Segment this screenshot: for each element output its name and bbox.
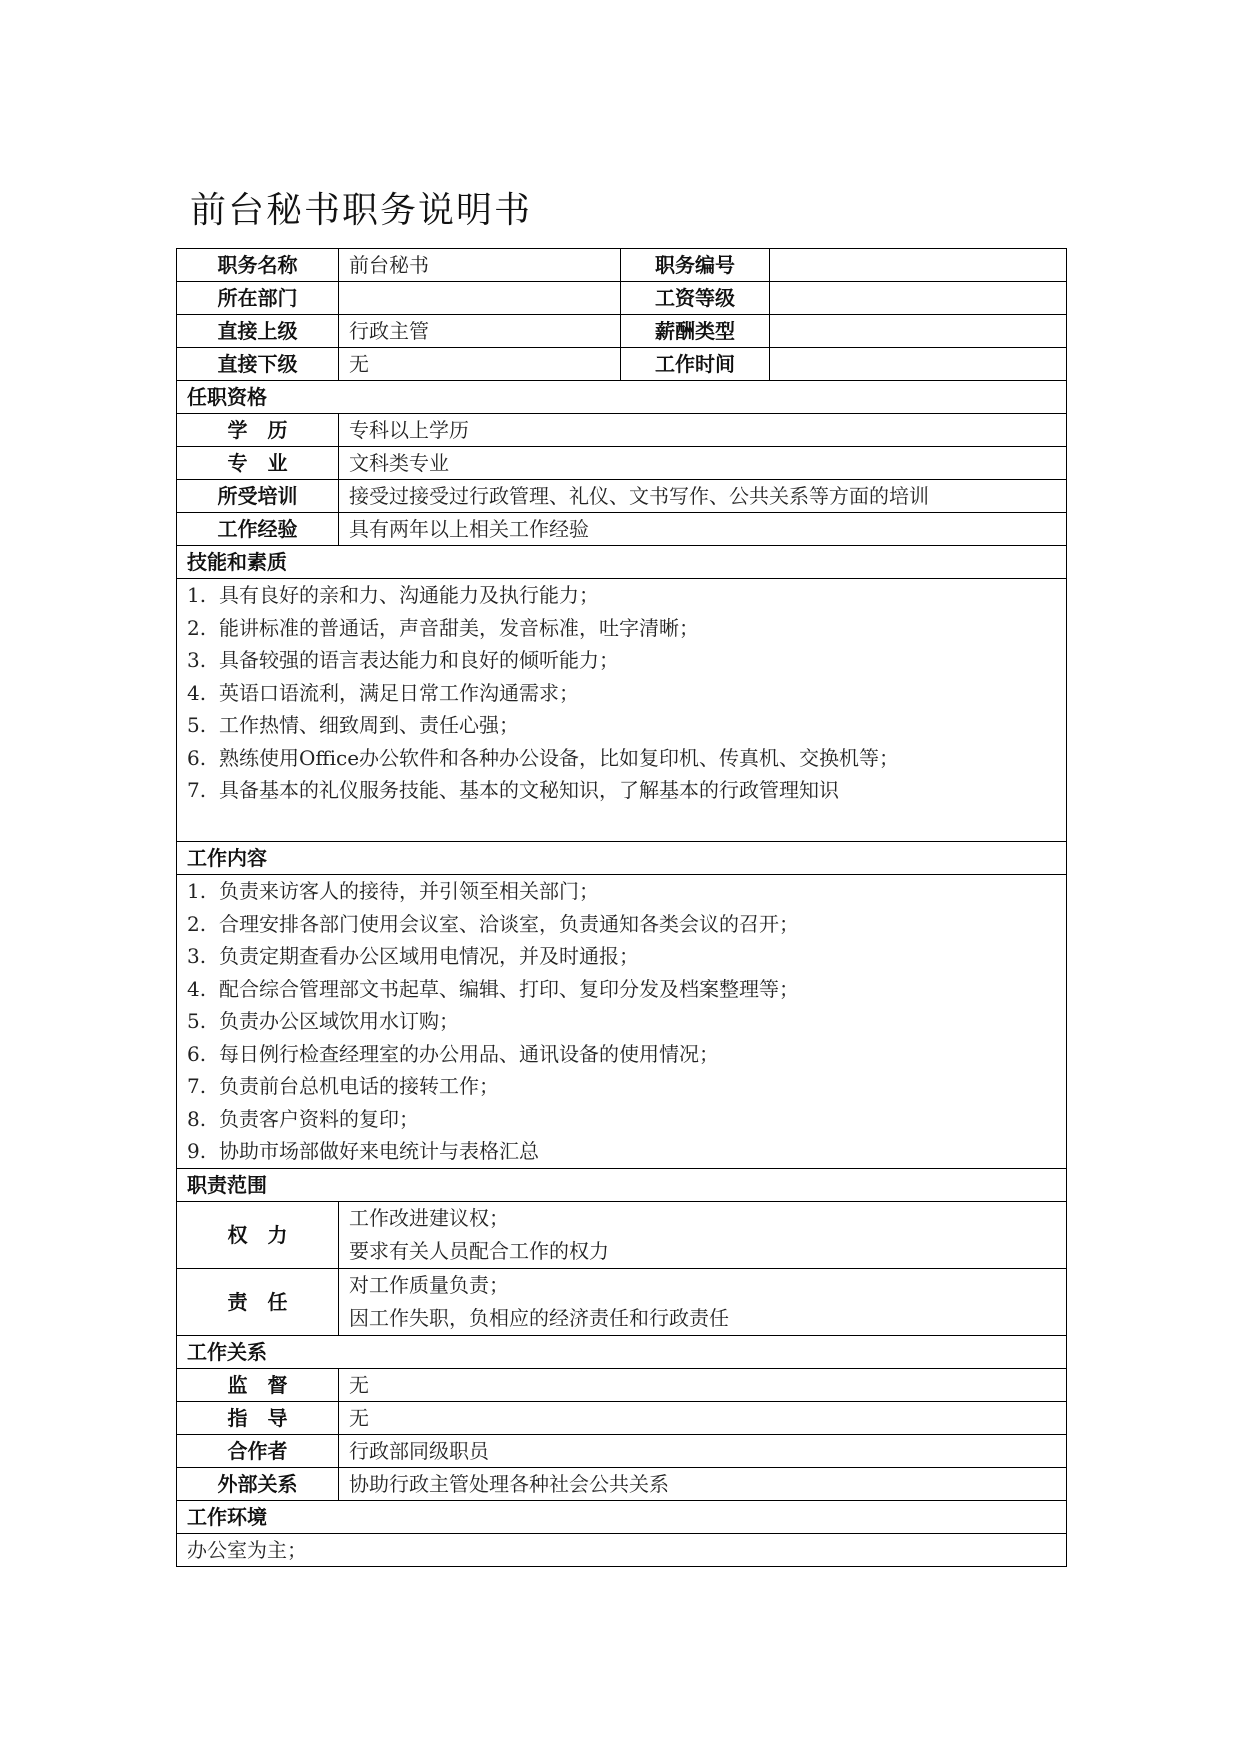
- responsibility-line: 对工作质量负责；: [349, 1273, 509, 1297]
- relation-label: 外部关系: [177, 1468, 339, 1501]
- job-name-label: 职务名称: [177, 249, 339, 282]
- job-no-label: 职务编号: [621, 249, 770, 282]
- relation-value: 行政部同级职员: [339, 1435, 1067, 1468]
- relations-heading: 工作关系: [177, 1336, 1067, 1369]
- duties-list: [177, 875, 1067, 1169]
- list-item: [187, 677, 1056, 710]
- list-item: [187, 612, 1056, 645]
- list-item: [187, 709, 1056, 742]
- environment-row: [177, 1534, 1067, 1567]
- item-text: 每日例行检查经理室的办公用品、通讯设备的使用情况；: [219, 1041, 719, 1066]
- relation-label: 监 督: [177, 1369, 339, 1402]
- qualification-row: [177, 513, 1067, 546]
- item-number: 3.: [187, 944, 207, 968]
- relation-label: 指 导: [177, 1402, 339, 1435]
- skills-list: [177, 579, 1067, 842]
- row-job-name: [177, 249, 1067, 282]
- qualification-value: 文科类专业: [339, 447, 1067, 480]
- work-time-value: [770, 348, 1067, 381]
- list-item: [187, 908, 1056, 941]
- relation-value: 协助行政主管处理各种社会公共关系: [339, 1468, 1067, 1501]
- qualifications-heading: 任职资格: [177, 381, 1067, 414]
- relation-row: [177, 1402, 1067, 1435]
- item-number: 7.: [187, 1074, 207, 1098]
- qualification-label: 学 历: [177, 414, 339, 447]
- item-number: 2.: [187, 615, 207, 640]
- authority-label: 权 力: [177, 1202, 339, 1269]
- item-text: 负责办公区域饮用水订购；: [219, 1009, 459, 1033]
- qualification-label: 专 业: [177, 447, 339, 480]
- qualification-value: 具有两年以上相关工作经验: [339, 513, 1067, 546]
- salary-grade-value: [770, 282, 1067, 315]
- duties-list-row: [177, 875, 1067, 1169]
- item-text: 负责来访客人的接待，并引领至相关部门；: [219, 879, 599, 903]
- item-text: 协助市场部做好来电统计与表格汇总: [219, 1139, 539, 1163]
- item-text: 负责前台总机电话的接转工作；: [219, 1074, 499, 1098]
- dept-label: 所在部门: [177, 282, 339, 315]
- qualification-row: [177, 480, 1067, 513]
- item-number: 4.: [187, 680, 207, 705]
- pay-type-label: 薪酬类型: [621, 315, 770, 348]
- item-text: 配合综合管理部文书起草、编辑、打印、复印分发及档案整理等；: [219, 976, 799, 1001]
- list-item: [187, 1103, 1056, 1136]
- item-number: 7.: [187, 778, 207, 802]
- superior-label: 直接上级: [177, 315, 339, 348]
- section-skills: [177, 546, 1067, 579]
- item-number: 5.: [187, 713, 207, 737]
- row-superior: [177, 315, 1067, 348]
- relation-label: 合作者: [177, 1435, 339, 1468]
- pay-type-value: [770, 315, 1067, 348]
- row-dept: [177, 282, 1067, 315]
- subordinate-value: 无: [339, 348, 621, 381]
- item-number: 8.: [187, 1106, 207, 1131]
- item-number: 1.: [187, 583, 207, 607]
- item-number: 1.: [187, 879, 207, 903]
- qualification-value: 接受过接受过行政管理、礼仪、文书写作、公共关系等方面的培训: [339, 480, 1067, 513]
- list-item: [187, 644, 1056, 677]
- section-scope: [177, 1169, 1067, 1202]
- responsibility-value: [339, 1269, 1067, 1336]
- relation-row: [177, 1369, 1067, 1402]
- job-name-value: 前台秘书: [339, 249, 621, 282]
- document-title: 前台秘书职务说明书: [190, 190, 533, 231]
- item-number: 6.: [187, 745, 207, 770]
- list-item: [187, 875, 1056, 908]
- section-relations: [177, 1336, 1067, 1369]
- list-item: [187, 742, 1056, 775]
- relation-value: 无: [339, 1369, 1067, 1402]
- scope-heading: 职责范围: [177, 1169, 1067, 1202]
- responsibility-line: 因工作失职，负相应的经济责任和行政责任: [349, 1306, 729, 1330]
- relation-row: [177, 1435, 1067, 1468]
- relation-row: [177, 1468, 1067, 1501]
- qualification-label: 工作经验: [177, 513, 339, 546]
- salary-grade-label: 工资等级: [621, 282, 770, 315]
- qualification-row: [177, 447, 1067, 480]
- item-text: 负责客户资料的复印；: [219, 1106, 419, 1131]
- item-text: 英语口语流利，满足日常工作沟通需求；: [219, 680, 579, 705]
- item-number: 9.: [187, 1139, 207, 1163]
- authority-value: [339, 1202, 1067, 1269]
- list-item: [187, 1005, 1056, 1038]
- environment-heading: 工作环境: [177, 1501, 1067, 1534]
- job-no-value: [770, 249, 1067, 282]
- list-item: [187, 1135, 1056, 1168]
- dept-value: [339, 282, 621, 315]
- item-text: 工作热情、细致周到、责任心强；: [219, 713, 519, 737]
- list-item: [187, 973, 1056, 1006]
- subordinate-label: 直接下级: [177, 348, 339, 381]
- row-subordinate: [177, 348, 1067, 381]
- responsibility-label: 责 任: [177, 1269, 339, 1336]
- item-number: 6.: [187, 1041, 207, 1066]
- list-item: [187, 774, 1056, 807]
- list-item: [187, 1070, 1056, 1103]
- section-environment: [177, 1501, 1067, 1534]
- item-text: 能讲标准的普通话，声音甜美，发音标准，吐字清晰；: [219, 615, 699, 640]
- item-text: 具备较强的语言表达能力和良好的倾听能力；: [219, 648, 619, 672]
- list-item: [187, 940, 1056, 973]
- section-duties: [177, 842, 1067, 875]
- item-text: 具备基本的礼仪服务技能、基本的文秘知识，了解基本的行政管理知识: [219, 778, 839, 802]
- environment-text: 办公室为主；: [177, 1534, 1067, 1567]
- item-number: 2.: [187, 911, 207, 936]
- qualification-row: [177, 414, 1067, 447]
- item-text: 负责定期查看办公区域用电情况，并及时通报；: [219, 944, 639, 968]
- item-text: 合理安排各部门使用会议室、洽谈室，负责通知各类会议的召开；: [219, 911, 799, 936]
- item-number: 3.: [187, 648, 207, 672]
- qualification-value: 专科以上学历: [339, 414, 1067, 447]
- item-text: 熟练使用Office办公软件和各种办公设备，比如复印机、传真机、交换机等；: [219, 745, 900, 770]
- skills-list-row: [177, 579, 1067, 842]
- item-number: 4.: [187, 976, 207, 1001]
- work-time-label: 工作时间: [621, 348, 770, 381]
- relation-value: 无: [339, 1402, 1067, 1435]
- job-description-table: [176, 248, 1067, 1567]
- authority-row: [177, 1202, 1067, 1269]
- list-item: [187, 579, 1056, 612]
- authority-line: 要求有关人员配合工作的权力: [349, 1239, 609, 1263]
- skills-heading: 技能和素质: [177, 546, 1067, 579]
- qualification-label: 所受培训: [177, 480, 339, 513]
- item-text: 具有良好的亲和力、沟通能力及执行能力；: [219, 583, 599, 607]
- duties-heading: 工作内容: [177, 842, 1067, 875]
- authority-line: 工作改进建议权；: [349, 1206, 509, 1230]
- superior-value: 行政主管: [339, 315, 621, 348]
- item-number: 5.: [187, 1009, 207, 1033]
- list-item: [187, 1038, 1056, 1071]
- responsibility-row: [177, 1269, 1067, 1336]
- section-qualifications: [177, 381, 1067, 414]
